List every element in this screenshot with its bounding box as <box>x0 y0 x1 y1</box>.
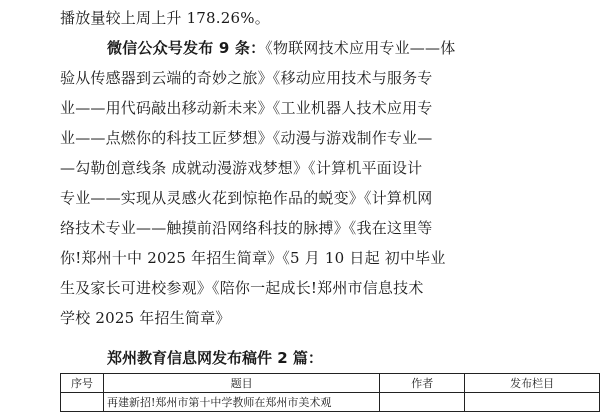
column-header-number: 序号 <box>61 374 104 393</box>
table-cell-number <box>61 393 104 412</box>
paragraph-line: 《物联网技术应用专业——体 <box>265 39 456 57</box>
section-heading: 郑州教育信息网发布稿件 2 篇： <box>107 349 323 367</box>
articles-table <box>60 373 600 412</box>
table-cell-column <box>465 393 600 412</box>
column-header-author: 作者 <box>380 374 465 393</box>
wechat-lead: 微信公众号发布 9 条： <box>107 39 266 57</box>
paragraph-line: 学校 2025 年招生简章》 <box>60 309 231 327</box>
paragraph-line: 业——点燃你的科技工匠梦想》《动漫与游戏制作专业— <box>60 129 433 147</box>
paragraph-line: 播放量较上周上升 178.26%。 <box>60 9 270 27</box>
paragraph-line: 络技术专业——触摸前沿网络科技的脉搏》《我在这里等 <box>60 219 433 237</box>
paragraph-line: 生及家长可进校参观》《陪你一起成长!郑州市信息技术 <box>60 279 424 297</box>
paragraph-line: —勾勒创意线条 成就动漫游戏梦想》《计算机平面设计 <box>60 159 423 177</box>
paragraph-line: 专业——实现从灵感火花到惊艳作品的蜕变》《计算机网 <box>60 189 433 207</box>
paragraph-line: 你!郑州十中 2025 年招生简章》《5 月 10 日起 初中毕业 <box>60 249 446 267</box>
column-header-title: 题目 <box>103 374 379 393</box>
column-header-column: 发布栏目 <box>465 374 600 393</box>
table-cell-author <box>380 393 465 412</box>
paragraph-line: 验从传感器到云端的奇妙之旅》《移动应用技术与服务专 <box>60 69 433 87</box>
paragraph-line: 业——用代码敲出移动新未来》《工业机器人技术应用专 <box>60 99 433 117</box>
table-cell-title: 再建新招!郑州市第十中学教师在郑州市美术观 <box>103 393 379 412</box>
table-row <box>61 393 600 412</box>
wechat-paragraph-first-line <box>107 38 455 58</box>
table-header-row <box>61 374 600 393</box>
